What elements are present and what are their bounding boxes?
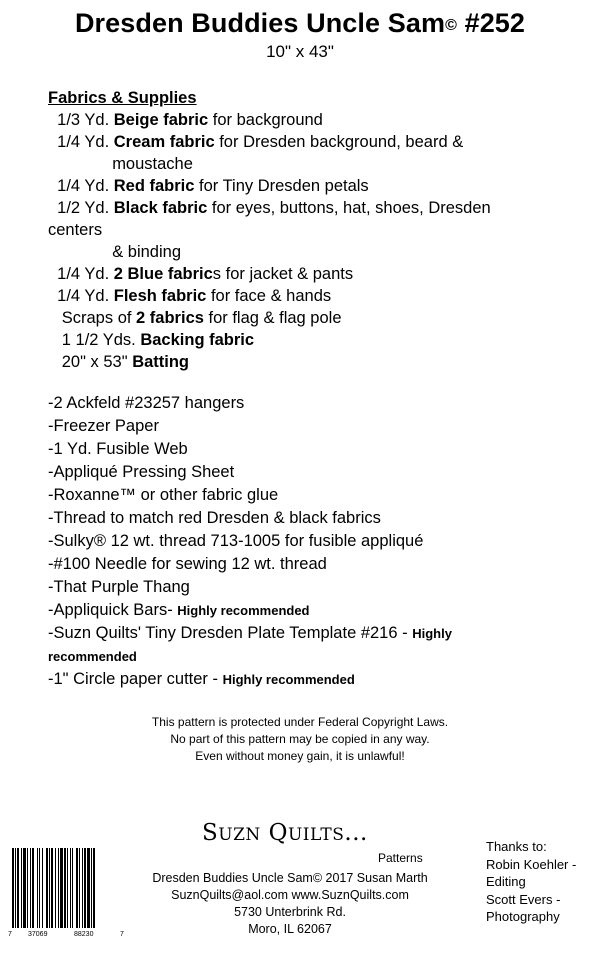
supply-item: -Thread to match red Dresden & black fabrics <box>48 509 381 527</box>
credit-photographer-role: Photography <box>486 909 560 924</box>
supply-item: -Sulky® 12 wt. thread 713-1005 for fusible appliqué <box>48 532 424 550</box>
fabrics-list <box>48 87 548 373</box>
publisher-contact: SuznQuilts@aol.com www.SuznQuilts.com <box>171 888 409 902</box>
supply-item: -#100 Needle for sewing 12 wt. thread <box>48 555 327 573</box>
fabrics-heading: Fabrics & Supplies <box>48 89 197 107</box>
publisher-street: 5730 Unterbrink Rd. <box>234 905 346 919</box>
supply-item: -That Purple Thang <box>48 578 190 596</box>
page-title <box>0 8 600 39</box>
supply-item: -1" Circle paper cutter - Highly recommended <box>48 670 355 688</box>
barcode-digits-group-1: 37069 <box>28 931 48 938</box>
patterns-label: Patterns <box>378 851 423 865</box>
fabric-item: 20" x 53" Batting <box>48 353 190 371</box>
supply-item: -2 Ackfeld #23257 hangers <box>48 394 245 412</box>
publisher-copyright: Dresden Buddies Uncle Sam© 2017 Susan Marth <box>152 871 428 885</box>
publisher-block <box>152 820 430 936</box>
fabric-rows <box>48 109 548 373</box>
supply-item: recommended <box>48 649 137 664</box>
fabric-item: 1/3 Yd. Beige fabric for background <box>48 111 323 129</box>
fabric-item: 1/2 Yd. Black fabric for eyes, buttons, hat, shoes, Dresden <box>48 199 491 217</box>
copyright-notice <box>0 714 600 765</box>
fabric-item: & binding <box>112 243 181 261</box>
credit-photographer: Scott Evers - <box>486 891 561 907</box>
fabric-item: Scraps of 2 fabrics for flag & flag pole <box>48 309 342 327</box>
supply-item: -Appliquick Bars- Highly recommended <box>48 601 310 619</box>
barcode-digit-right: 7 <box>120 931 124 938</box>
fabric-item: centers <box>48 221 103 239</box>
supply-item: -Roxanne™ or other fabric glue <box>48 486 279 504</box>
fabric-item: 1/4 Yd. 2 Blue fabrics for jacket & pants <box>48 265 354 283</box>
supply-item: -Suzn Quilts' Tiny Dresden Plate Template #216 - Highly <box>48 624 452 642</box>
fabric-item: 1 1/2 Yds. Backing fabric <box>48 331 255 349</box>
supply-item: -Freezer Paper <box>48 417 159 435</box>
barcode-digit-left: 7 <box>8 931 12 938</box>
pattern-number: #252 <box>464 8 526 38</box>
credits <box>486 838 596 926</box>
notice-line-2: No part of this pattern may be copied in any way. <box>170 732 430 746</box>
barcode-digits-group-2: 88230 <box>74 931 94 938</box>
supply-item: -1 Yd. Fusible Web <box>48 440 188 458</box>
fabric-item: 1/4 Yd. Flesh fabric for face & hands <box>48 287 332 305</box>
credits-heading: Thanks to: <box>486 839 547 854</box>
copyright-symbol: © <box>445 17 457 34</box>
fabric-item: 1/4 Yd. Cream fabric for Dresden background, beard & <box>48 133 464 151</box>
fabric-item: 1/4 Yd. Red fabric for Tiny Dresden petals <box>48 177 369 195</box>
credit-editor-role: Editing <box>486 874 526 889</box>
supply-item: -Appliqué Pressing Sheet <box>48 463 235 481</box>
notice-line-3: Even without money gain, it is unlawful! <box>195 749 405 763</box>
title-text: Dresden Buddies Uncle Sam <box>74 8 446 38</box>
credit-editor: Robin Koehler - <box>486 856 577 872</box>
suzn-quilts-logo: SUZN QUILTS... <box>202 820 368 846</box>
notice-line-1: This pattern is protected under Federal Copyright Laws. <box>151 715 449 729</box>
publisher-address <box>100 870 480 938</box>
supplies-list <box>48 392 568 691</box>
barcode-bars <box>12 848 95 928</box>
finished-size: 10" x 43" <box>266 42 334 61</box>
publisher-city: Moro, IL 62067 <box>248 922 332 936</box>
fabric-item: moustache <box>112 155 193 173</box>
